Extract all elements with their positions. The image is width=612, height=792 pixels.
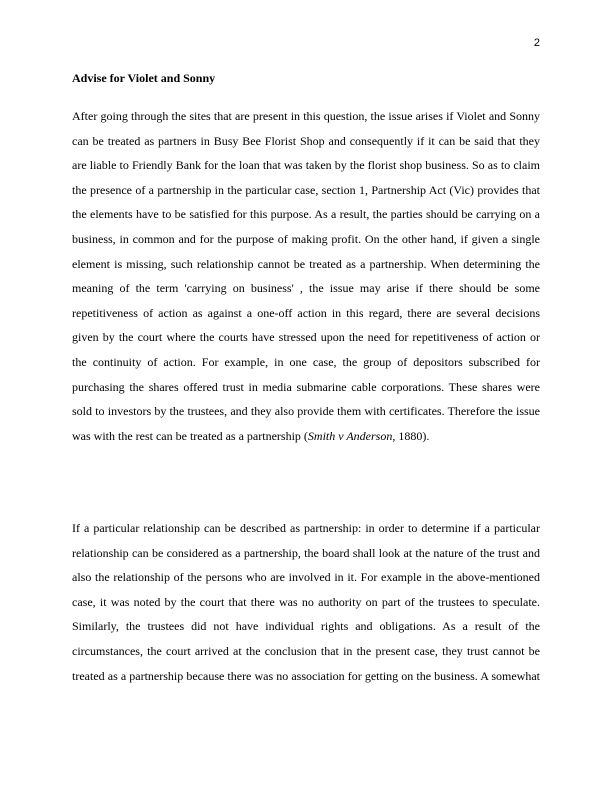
- text-line: the continuity of action. For example, in one case, the group of depositors subscribed for: [72, 354, 540, 369]
- text-line: Similarly, the trustees did not have individual rights and obligations. As a result of the: [72, 619, 540, 634]
- text-line: case, it was noted by the court that there was no authority on part of the trustees to speculate.: [72, 594, 540, 609]
- text-line: given by the court where the courts have stressed upon the need for repetitiveness of action or: [72, 330, 540, 345]
- text-line: After going through the sites that are present in this question, the issue arises if Violet and Sonny: [72, 109, 540, 123]
- text-line: repetitiveness of action as against a one-off action in this regard, there are several decisions: [72, 305, 540, 320]
- text-line: sold to investors by the trustees, and they also provide them with certificates. Therefore the issue: [72, 404, 540, 419]
- text-line: element is missing, such relationship cannot be treated as a partnership. When determining the: [72, 256, 540, 271]
- paragraph-2: [72, 520, 540, 692]
- text-line: also the relationship of the persons who are involved in it. For example in the above-mentioned: [72, 570, 540, 585]
- text-line: business, in common and for the purpose of making profit. On the other hand, if given a single: [72, 231, 540, 246]
- text-segment: was with the rest can be treated as a partnership (: [72, 428, 308, 443]
- text-line: circumstances, the court arrived at the conclusion that in the present case, they trust cannot be: [72, 643, 540, 658]
- text-line: relationship can be considered as a partnership, the board shall look at the nature of the trust and: [72, 545, 540, 560]
- page-number: 2: [533, 37, 540, 49]
- text-line: treated as a partnership because there was no association for getting on the business. A somewhat: [72, 668, 540, 683]
- text-segment: , 1880).: [392, 428, 430, 443]
- case-citation: Smith v Anderson: [307, 428, 393, 443]
- text-line: can be treated as partners in Busy Bee Florist Shop and consequently if it can be said that they: [72, 133, 540, 148]
- text-line: meaning of the term 'carrying on business' , the issue may arise if there should be some: [72, 281, 540, 296]
- text-line: If a particular relationship can be described as partnership: in order to determine if a particular: [72, 521, 540, 535]
- text-line: the presence of a partnership in the particular case, section 1, Partnership Act (Vic) provides that: [72, 182, 540, 197]
- section-heading: Advise for Violet and Sonny: [72, 71, 216, 85]
- text-line: the elements have to be satisfied for this purpose. As a result, the parties should be carrying on a: [72, 207, 540, 222]
- text-line: are liable to Friendly Bank for the loan that was taken by the florist shop business. So as to claim: [72, 158, 540, 173]
- text-line-last: [72, 428, 540, 453]
- paragraph-1: [72, 108, 540, 452]
- text-line: purchasing the shares offered trust in media submarine cable corporations. These shares were: [72, 379, 540, 394]
